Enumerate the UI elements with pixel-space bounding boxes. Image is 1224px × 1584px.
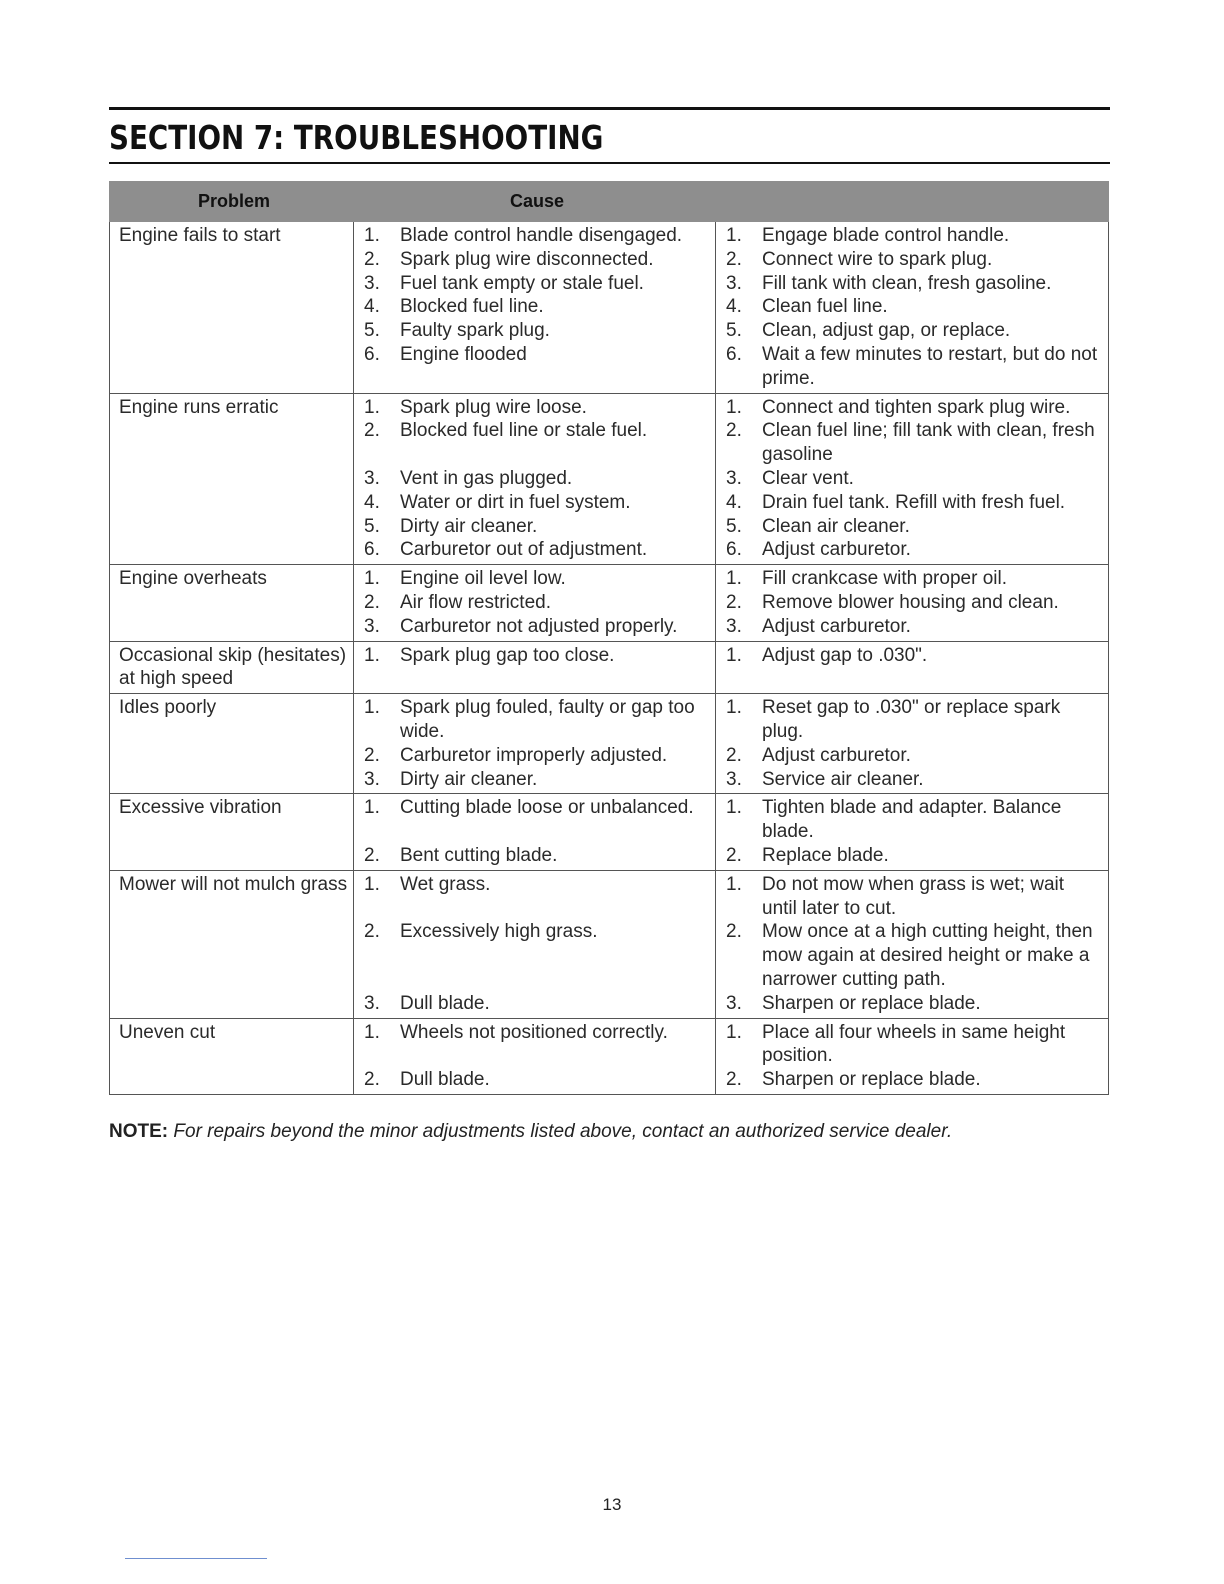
remedy-cell bbox=[716, 1018, 1109, 1094]
cause-number: 1. bbox=[364, 225, 380, 246]
remedy-number: 1. bbox=[726, 568, 742, 590]
remedy-text: Mow once at a high cutting height, then mow again at desired height or make a narrower cutting path. bbox=[762, 921, 1093, 990]
remedy-text: Adjust carburetor. bbox=[762, 615, 911, 637]
remedy-number: 3. bbox=[726, 272, 742, 294]
remedy-cell bbox=[716, 565, 1109, 641]
cause-number: 4. bbox=[364, 296, 380, 318]
remedy-cell bbox=[716, 393, 1109, 565]
cause-cell bbox=[354, 222, 716, 394]
cause-number bbox=[354, 820, 400, 844]
remedy-number: 1. bbox=[726, 644, 742, 666]
problem-cell: Engine overheats bbox=[110, 565, 354, 641]
remedy-item bbox=[716, 319, 1108, 343]
remedy-text: Reset gap to .030" or replace spark plug. bbox=[762, 697, 1061, 742]
cause-list bbox=[354, 644, 715, 668]
page-number: 13 bbox=[602, 1495, 622, 1514]
problem-cell: Occasional skip (hesitates) at high speed bbox=[110, 641, 354, 694]
remedy-item bbox=[716, 920, 1108, 991]
cause-text: Bent cutting blade. bbox=[400, 844, 558, 866]
cause-number: 3. bbox=[364, 992, 380, 1014]
remedy-list bbox=[716, 567, 1108, 638]
cause-text: Spark plug wire disconnected. bbox=[400, 248, 654, 270]
remedy-number: 3. bbox=[726, 992, 742, 1014]
cause-number: 6. bbox=[364, 343, 380, 365]
table-row bbox=[110, 870, 1109, 1018]
remedy-item bbox=[716, 768, 1108, 792]
cause-text: Engine oil level low. bbox=[400, 568, 566, 590]
remedy-text: Fill crankcase with proper oil. bbox=[762, 568, 1007, 590]
cause-item bbox=[354, 224, 715, 248]
problem-cell: Mower will not mulch grass bbox=[110, 870, 354, 1018]
cause-item bbox=[354, 944, 715, 968]
cause-item bbox=[354, 343, 715, 367]
remedy-text: Connect and tighten spark plug wire. bbox=[762, 396, 1071, 418]
remedy-number: 1. bbox=[726, 396, 742, 418]
cause-text bbox=[400, 1044, 715, 1068]
cause-text: Water or dirt in fuel system. bbox=[400, 491, 631, 513]
cause-text: Blocked fuel line. bbox=[400, 296, 544, 318]
cause-text: Wheels not positioned correctly. bbox=[400, 1021, 668, 1043]
cause-item bbox=[354, 768, 715, 792]
cause-list bbox=[354, 396, 715, 563]
remedy-text: Drain fuel tank. Refill with fresh fuel. bbox=[762, 491, 1066, 513]
cause-text: Carburetor improperly adjusted. bbox=[400, 744, 668, 766]
remedy-text: Adjust carburetor. bbox=[762, 744, 911, 766]
remedy-number: 2. bbox=[726, 420, 742, 442]
remedy-item bbox=[716, 491, 1108, 515]
cause-number: 1. bbox=[364, 1021, 380, 1043]
remedy-text: Clean fuel line; fill tank with clean, fresh gasoline bbox=[762, 420, 1095, 466]
cause-number: 3. bbox=[364, 768, 380, 790]
table-header-row bbox=[110, 182, 1109, 222]
cause-item bbox=[354, 796, 715, 820]
cause-text bbox=[400, 968, 715, 992]
cause-number: 2. bbox=[364, 744, 380, 766]
remedy-number: 2. bbox=[726, 248, 742, 270]
cause-text bbox=[400, 443, 715, 467]
cause-item bbox=[354, 319, 715, 343]
remedy-item bbox=[716, 696, 1108, 744]
header-problem: Problem bbox=[110, 182, 354, 222]
cause-number: 5. bbox=[364, 515, 380, 537]
remedy-list bbox=[716, 396, 1108, 563]
cause-item bbox=[354, 515, 715, 539]
cause-number: 2. bbox=[364, 844, 380, 866]
remedy-cell bbox=[716, 794, 1109, 870]
cause-text: Blocked fuel line or stale fuel. bbox=[400, 420, 648, 442]
cause-list bbox=[354, 224, 715, 367]
cause-item bbox=[354, 591, 715, 615]
problem-cell: Engine runs erratic bbox=[110, 393, 354, 565]
remedy-cell bbox=[716, 694, 1109, 794]
cause-text: Spark plug wire loose. bbox=[400, 396, 587, 418]
cause-number: 2. bbox=[364, 591, 380, 613]
table-body bbox=[110, 222, 1109, 1095]
cause-list bbox=[354, 567, 715, 638]
remedy-item bbox=[716, 992, 1108, 1016]
title-underline bbox=[109, 162, 1110, 164]
remedy-list bbox=[716, 873, 1108, 1016]
cause-text: Carburetor out of adjustment. bbox=[400, 539, 648, 561]
cause-item bbox=[354, 920, 715, 944]
remedy-item bbox=[716, 343, 1108, 391]
header-cause: Cause bbox=[354, 182, 716, 222]
remedy-number: 1. bbox=[726, 697, 742, 719]
cause-cell bbox=[354, 870, 716, 1018]
remedy-item bbox=[716, 744, 1108, 768]
remedy-text: Place all four wheels in same height position. bbox=[762, 1021, 1066, 1067]
remedy-item bbox=[716, 272, 1108, 296]
problem-cell: Idles poorly bbox=[110, 694, 354, 794]
remedy-number: 2. bbox=[726, 844, 742, 866]
footer-line bbox=[125, 1558, 267, 1559]
cause-cell bbox=[354, 1018, 716, 1094]
cause-text: Vent in gas plugged. bbox=[400, 467, 573, 489]
cause-item bbox=[354, 696, 715, 744]
remedy-number: 1. bbox=[726, 797, 742, 819]
remedy-number: 5. bbox=[726, 515, 742, 537]
remedy-text: Do not mow when grass is wet; wait until later to cut. bbox=[762, 873, 1065, 919]
cause-text: Air flow restricted. bbox=[400, 591, 551, 613]
cause-text: Dirty air cleaner. bbox=[400, 768, 538, 790]
cause-text bbox=[400, 897, 715, 921]
cause-text: Spark plug gap too close. bbox=[400, 644, 615, 666]
remedy-cell bbox=[716, 222, 1109, 394]
cause-number: 1. bbox=[364, 644, 380, 666]
cause-cell bbox=[354, 641, 716, 694]
remedy-number: 1. bbox=[726, 225, 742, 246]
section-title: SECTION 7: TROUBLESHOOTING bbox=[109, 118, 604, 157]
cause-list bbox=[354, 873, 715, 1016]
cause-item bbox=[354, 873, 715, 897]
cause-item bbox=[354, 897, 715, 921]
table-row bbox=[110, 222, 1109, 394]
remedy-item bbox=[716, 467, 1108, 491]
cause-item bbox=[354, 992, 715, 1016]
cause-text: Faulty spark plug. bbox=[400, 320, 550, 342]
cause-text bbox=[400, 944, 715, 968]
remedy-item bbox=[716, 1021, 1108, 1069]
cause-text: Dirty air cleaner. bbox=[400, 515, 538, 537]
cause-item bbox=[354, 272, 715, 296]
cause-item bbox=[354, 1044, 715, 1068]
remedy-item bbox=[716, 567, 1108, 591]
remedy-text: Clear vent. bbox=[762, 467, 854, 489]
cause-number bbox=[354, 1044, 400, 1068]
cause-text: Cutting blade loose or unbalanced. bbox=[400, 797, 694, 819]
cause-number: 2. bbox=[364, 1069, 380, 1091]
remedy-text: Sharpen or replace blade. bbox=[762, 992, 981, 1014]
cause-number: 1. bbox=[364, 797, 380, 819]
remedy-text: Fill tank with clean, fresh gasoline. bbox=[762, 272, 1052, 294]
cause-number: 2. bbox=[364, 248, 380, 270]
remedy-number: 1. bbox=[726, 1021, 742, 1043]
cause-item bbox=[354, 443, 715, 467]
cause-number bbox=[354, 897, 400, 921]
cause-number: 1. bbox=[364, 697, 380, 719]
remedy-number: 3. bbox=[726, 615, 742, 637]
remedy-text: Connect wire to spark plug. bbox=[762, 248, 993, 270]
cause-item bbox=[354, 396, 715, 420]
cause-number: 5. bbox=[364, 320, 380, 342]
remedy-list bbox=[716, 696, 1108, 791]
cause-item bbox=[354, 1068, 715, 1092]
cause-number: 6. bbox=[364, 539, 380, 561]
cause-item bbox=[354, 1021, 715, 1045]
remedy-item bbox=[716, 644, 1108, 668]
cause-list bbox=[354, 796, 715, 867]
cause-item bbox=[354, 538, 715, 562]
header-remedy bbox=[716, 182, 1109, 222]
note-text: For repairs beyond the minor adjustments listed above, contact an authorized service dealer. bbox=[173, 1121, 953, 1142]
remedy-item bbox=[716, 419, 1108, 467]
remedy-number: 6. bbox=[726, 539, 742, 561]
remedy-cell bbox=[716, 641, 1109, 694]
remedy-item bbox=[716, 844, 1108, 868]
cause-text: Excessively high grass. bbox=[400, 921, 598, 943]
cause-text: Carburetor not adjusted properly. bbox=[400, 615, 678, 637]
cause-text: Engine flooded bbox=[400, 343, 527, 365]
remedy-item bbox=[716, 224, 1108, 248]
cause-number bbox=[354, 944, 400, 968]
cause-text: Wet grass. bbox=[400, 873, 491, 895]
cause-item bbox=[354, 844, 715, 868]
cause-number: 1. bbox=[364, 396, 380, 418]
remedy-list bbox=[716, 644, 1108, 668]
cause-text: Dull blade. bbox=[400, 992, 490, 1014]
cause-cell bbox=[354, 393, 716, 565]
remedy-number: 5. bbox=[726, 320, 742, 342]
cause-number: 4. bbox=[364, 491, 380, 513]
cause-number: 1. bbox=[364, 568, 380, 590]
remedy-item bbox=[716, 248, 1108, 272]
cause-item bbox=[354, 419, 715, 443]
cause-text: Fuel tank empty or stale fuel. bbox=[400, 272, 644, 294]
note-label: NOTE: bbox=[109, 1121, 169, 1142]
cause-item bbox=[354, 248, 715, 272]
troubleshooting-table bbox=[109, 181, 1109, 1095]
remedy-number: 3. bbox=[726, 768, 742, 790]
remedy-number: 1. bbox=[726, 873, 742, 895]
remedy-text: Service air cleaner. bbox=[762, 768, 924, 790]
remedy-text: Clean, adjust gap, or replace. bbox=[762, 320, 1011, 342]
cause-item bbox=[354, 567, 715, 591]
cause-text: Dull blade. bbox=[400, 1069, 490, 1091]
remedy-item bbox=[716, 615, 1108, 639]
table-row bbox=[110, 393, 1109, 565]
remedy-item bbox=[716, 295, 1108, 319]
remedy-number: 4. bbox=[726, 491, 742, 513]
cause-cell bbox=[354, 794, 716, 870]
remedy-text: Sharpen or replace blade. bbox=[762, 1069, 981, 1091]
remedy-cell bbox=[716, 870, 1109, 1018]
remedy-text: Remove blower housing and clean. bbox=[762, 591, 1059, 613]
remedy-text: Adjust gap to .030". bbox=[762, 644, 928, 666]
remedy-list bbox=[716, 1021, 1108, 1092]
cause-list bbox=[354, 1021, 715, 1092]
remedy-text: Adjust carburetor. bbox=[762, 539, 911, 561]
cause-item bbox=[354, 295, 715, 319]
cause-number: 2. bbox=[364, 921, 380, 943]
remedy-list bbox=[716, 796, 1108, 867]
remedy-item bbox=[716, 591, 1108, 615]
cause-number: 3. bbox=[364, 467, 380, 489]
table-row bbox=[110, 694, 1109, 794]
top-rule bbox=[109, 107, 1110, 110]
remedy-number: 2. bbox=[726, 591, 742, 613]
remedy-text: Wait a few minutes to restart, but do not prime. bbox=[762, 343, 1098, 389]
remedy-item bbox=[716, 796, 1108, 844]
cause-item bbox=[354, 744, 715, 768]
table-row bbox=[110, 641, 1109, 694]
remedy-text: Replace blade. bbox=[762, 844, 889, 866]
cause-text: Blade control handle disengaged. bbox=[400, 225, 683, 246]
remedy-text: Clean fuel line. bbox=[762, 296, 888, 318]
cause-number bbox=[354, 443, 400, 467]
remedy-number: 2. bbox=[726, 744, 742, 766]
remedy-item bbox=[716, 396, 1108, 420]
cause-item bbox=[354, 467, 715, 491]
note bbox=[109, 1121, 1119, 1143]
cause-text: Spark plug fouled, faulty or gap too wide. bbox=[400, 697, 695, 742]
cause-text bbox=[400, 820, 715, 844]
cause-number bbox=[354, 968, 400, 992]
cause-item bbox=[354, 615, 715, 639]
remedy-number: 4. bbox=[726, 296, 742, 318]
cause-item bbox=[354, 491, 715, 515]
cause-number: 1. bbox=[364, 873, 380, 895]
remedy-item bbox=[716, 873, 1108, 921]
cause-cell bbox=[354, 565, 716, 641]
remedy-item bbox=[716, 515, 1108, 539]
remedy-list bbox=[716, 224, 1108, 391]
cause-item bbox=[354, 968, 715, 992]
cause-number: 2. bbox=[364, 420, 380, 442]
remedy-number: 3. bbox=[726, 467, 742, 489]
problem-cell: Excessive vibration bbox=[110, 794, 354, 870]
remedy-number: 2. bbox=[726, 921, 742, 943]
remedy-number: 6. bbox=[726, 343, 742, 365]
cause-item bbox=[354, 820, 715, 844]
cause-number: 3. bbox=[364, 272, 380, 294]
table-row bbox=[110, 1018, 1109, 1094]
remedy-text: Clean air cleaner. bbox=[762, 515, 910, 537]
table-row bbox=[110, 565, 1109, 641]
problem-cell: Uneven cut bbox=[110, 1018, 354, 1094]
cause-number: 3. bbox=[364, 615, 380, 637]
remedy-text: Tighten blade and adapter. Balance blade. bbox=[762, 797, 1062, 843]
cause-item bbox=[354, 644, 715, 668]
remedy-item bbox=[716, 538, 1108, 562]
remedy-item bbox=[716, 1068, 1108, 1092]
table-row bbox=[110, 794, 1109, 870]
cause-cell bbox=[354, 694, 716, 794]
cause-list bbox=[354, 696, 715, 791]
problem-cell: Engine fails to start bbox=[110, 222, 354, 394]
remedy-number: 2. bbox=[726, 1069, 742, 1091]
remedy-text: Engage blade control handle. bbox=[762, 225, 1010, 246]
